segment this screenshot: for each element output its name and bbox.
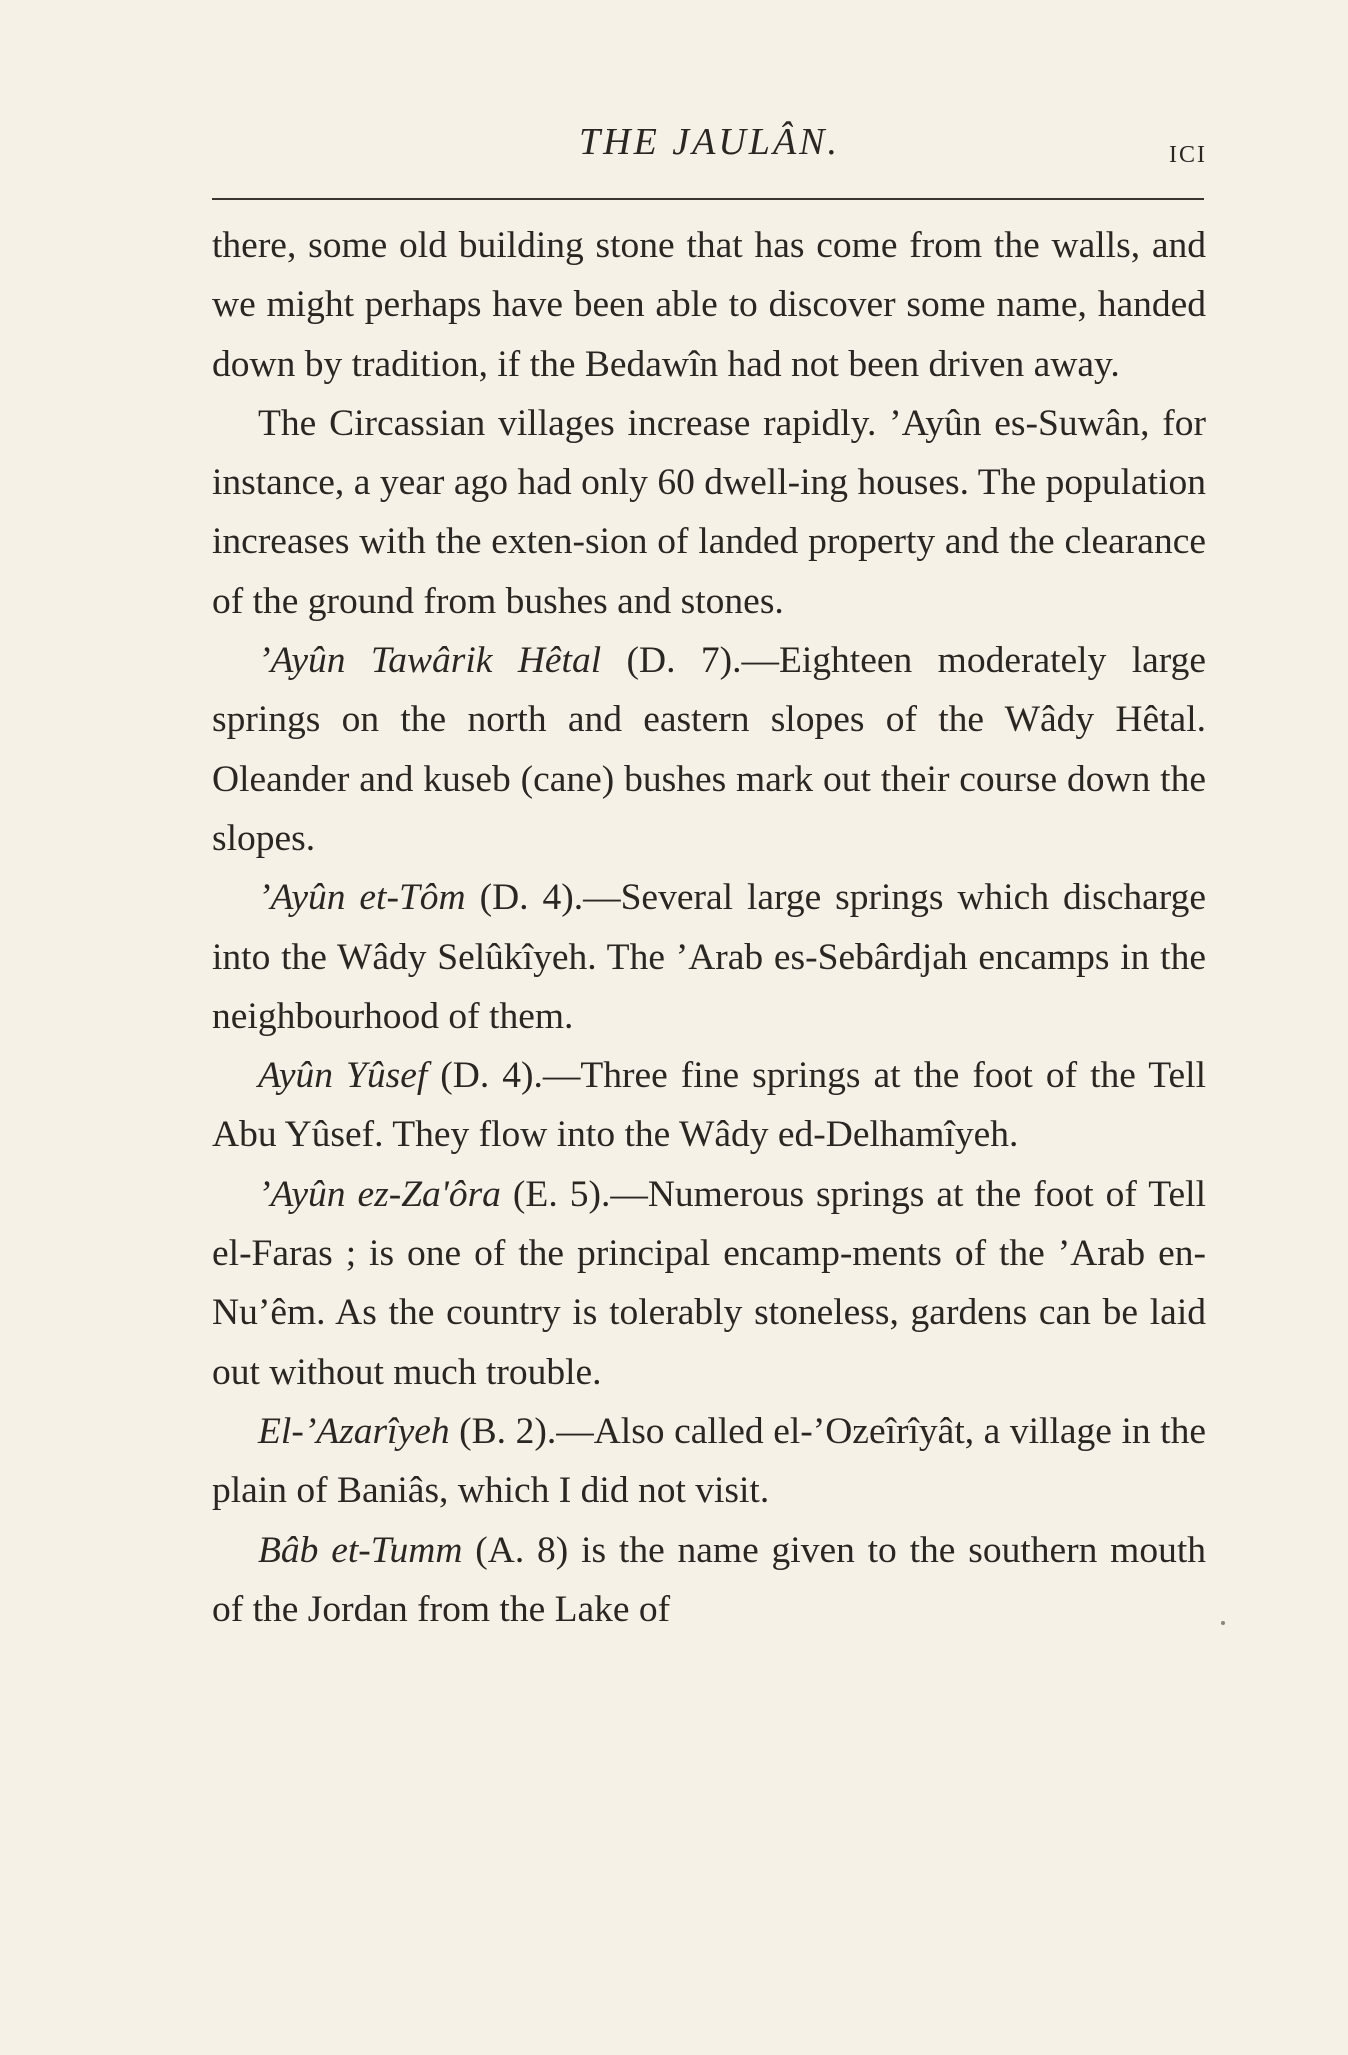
running-title: THE JAULÂN. (579, 121, 840, 163)
body-text (212, 216, 1206, 1639)
entry-name: ’Ayûn ez-Za'ôra (258, 1173, 501, 1215)
header-rule (212, 198, 1204, 200)
gazetteer-entry (212, 1046, 1206, 1165)
entry-text: .—Eighteen moderately large springs on the north and eastern slopes of the Wâdy Hêtal. Oleander and kuseb (cane) bushes mark out their course down the slopes. (212, 640, 1206, 859)
entry-text: is the name given to the southern mouth of the Jordan from the Lake of (212, 1529, 1207, 1630)
gazetteer-entry (212, 1521, 1206, 1640)
map-reference: (E. 5) (512, 1173, 601, 1215)
gazetteer-entry (212, 868, 1206, 1046)
entry-name: El-’Azarîyeh (258, 1410, 450, 1452)
paragraph (212, 216, 1206, 394)
paragraph (212, 394, 1206, 631)
map-reference: (D. 7) (626, 640, 733, 682)
entry-name: ’Ayûn Tawârik Hêtal (258, 640, 602, 682)
map-reference: (A. 8) (475, 1529, 569, 1571)
map-reference: (D. 4) (440, 1055, 534, 1097)
entry-text: .—Also called el-’Ozeîrîyât, a village in the plain of Baniâs, which I did not visit. (212, 1410, 1206, 1512)
map-reference: (B. 2) (459, 1410, 547, 1452)
gazetteer-entry (212, 631, 1206, 868)
paragraph-text: The Circassian villages increase rapidly. ’Ayûn es-Suwân, for instance, a year ago had only 60 dwell-ing houses. The population increases with the exten-sion of landed property and the clearance of the ground from bushes and stones. (212, 402, 1206, 622)
entry-text: .—Several large springs which discharge into the Wâdy Selûkîyeh. The ’Arab es-Sebârdjah encamps in the neighbourhood of them. (212, 877, 1206, 1037)
map-reference: (D. 4) (479, 877, 574, 919)
page-number: ICI (1169, 142, 1207, 168)
paragraph-text: there, some old building stone that has come from the walls, and we might perhaps have been able to discover some name, handed down by tradition, if the Bedawîn had not been driven away. (212, 225, 1206, 385)
gazetteer-entry (212, 1165, 1206, 1402)
entry-name: Bâb et-Tumm (258, 1529, 463, 1571)
paper-speck (1221, 1621, 1225, 1625)
entry-name: ’Ayûn et-Tôm (258, 877, 466, 919)
running-head (212, 120, 1207, 170)
entry-text: .—Three fine springs at the foot of the Tell Abu Yûsef. They flow into the Wâdy ed-Delhamîyeh. (212, 1055, 1206, 1156)
gazetteer-entry (212, 1402, 1206, 1521)
entry-text: .—Numerous springs at the foot of Tell el-Faras ; is one of the principal encamp-ments of the ’Arab en-Nu’êm. As the country is tolerably stoneless, gardens can be laid out without much trouble. (212, 1173, 1206, 1393)
entry-name: Ayûn Yûsef (258, 1055, 428, 1097)
